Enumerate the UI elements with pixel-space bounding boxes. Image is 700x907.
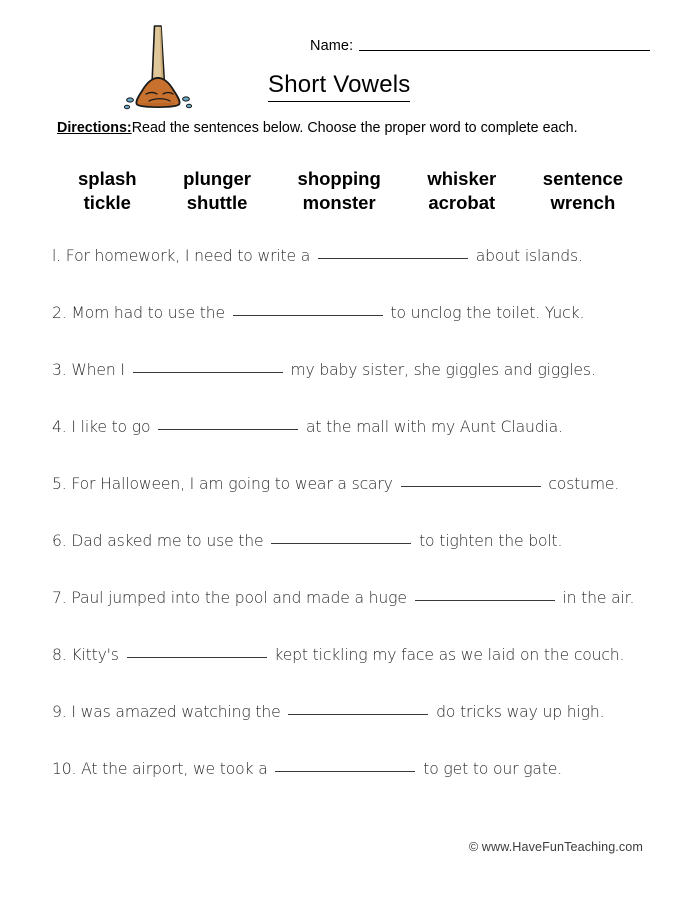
question-item: [52, 702, 652, 759]
answer-blank[interactable]: [233, 315, 383, 316]
question-item: [52, 531, 652, 588]
question-text-after: to get to our gate.: [418, 760, 563, 778]
question-number: l.: [52, 247, 61, 265]
directions-text: Read the sentences below. Choose the proper word to complete each.: [131, 120, 578, 136]
question-number: 8.: [52, 646, 67, 664]
question-text-after: in the air.: [557, 589, 635, 607]
answer-blank[interactable]: [318, 258, 468, 259]
question-item: [52, 246, 652, 303]
question-item: [52, 759, 652, 816]
word-bank-word[interactable]: shopping: [297, 168, 381, 189]
answer-blank[interactable]: [271, 543, 411, 544]
word-bank-column: [543, 167, 623, 214]
answer-blank[interactable]: [401, 486, 541, 487]
question-item: [52, 303, 652, 360]
answer-blank[interactable]: [158, 429, 298, 430]
question-text-after: about islands.: [470, 247, 583, 265]
name-field-row: [310, 38, 650, 54]
word-bank-word[interactable]: tickle: [83, 191, 131, 213]
question-text-before: When I: [66, 361, 130, 379]
question-number: 6.: [52, 532, 67, 550]
question-item: [52, 417, 652, 474]
question-number: 2.: [52, 304, 67, 322]
word-bank: [78, 167, 623, 214]
question-text-after: my baby sister, she giggles and giggles.: [285, 361, 596, 379]
word-bank-column: [78, 167, 137, 214]
question-text-before: For homework, I need to write a: [61, 247, 315, 265]
answer-blank[interactable]: [288, 714, 428, 715]
question-number: 10.: [52, 760, 77, 778]
question-text-after: costume.: [543, 475, 620, 493]
question-number: 3.: [52, 361, 67, 379]
word-bank-column: [183, 167, 251, 214]
question-list: [52, 246, 652, 816]
question-text-before: Mom had to use the: [66, 304, 230, 322]
question-text-before: I like to go: [66, 418, 156, 436]
answer-blank[interactable]: [133, 372, 283, 373]
name-label: Name:: [310, 38, 354, 54]
question-item: [52, 645, 652, 702]
question-text-after: to tighten the bolt.: [414, 532, 563, 550]
question-item: [52, 588, 652, 645]
directions: [57, 119, 578, 137]
question-number: 4.: [52, 418, 67, 436]
question-item: [52, 360, 652, 417]
answer-blank[interactable]: [127, 657, 267, 658]
word-bank-word[interactable]: plunger: [183, 168, 251, 189]
question-text-after: at the mall with my Aunt Claudia.: [301, 418, 563, 436]
word-bank-word[interactable]: splash: [78, 168, 137, 189]
question-text-after: do tricks way up high.: [431, 703, 605, 721]
word-bank-column: [427, 167, 496, 214]
word-bank-word[interactable]: acrobat: [428, 191, 496, 213]
question-text-before: Paul jumped into the pool and made a huge: [66, 589, 412, 607]
page-title: Short Vowels: [268, 70, 410, 102]
word-bank-word[interactable]: shuttle: [186, 191, 248, 213]
question-item: [52, 474, 652, 531]
name-input-line[interactable]: [359, 49, 650, 51]
question-text-before: For Halloween, I am going to wear a scary: [66, 475, 398, 493]
directions-label: Directions:: [57, 120, 132, 136]
question-text-after: to unclog the toilet. Yuck.: [385, 304, 585, 322]
question-text-after: kept tickling my face as we laid on the couch.: [269, 646, 625, 664]
question-text-before: I was amazed watching the: [66, 703, 286, 721]
word-bank-word[interactable]: wrench: [550, 191, 616, 213]
answer-blank[interactable]: [415, 600, 555, 601]
page-header: [0, 0, 700, 115]
question-number: 9.: [52, 703, 67, 721]
footer-copyright: © www.HaveFunTeaching.com: [468, 840, 643, 854]
question-number: 5.: [52, 475, 67, 493]
answer-blank[interactable]: [275, 771, 415, 772]
word-bank-column: [298, 167, 381, 214]
question-number: 7.: [52, 589, 67, 607]
plunger-illustration: [118, 24, 198, 114]
word-bank-word[interactable]: whisker: [427, 168, 497, 189]
word-bank-word[interactable]: sentence: [542, 168, 623, 189]
question-text-before: At the airport, we took a: [76, 760, 273, 778]
question-text-before: Kitty's: [66, 646, 124, 664]
question-text-before: Dad asked me to use the: [66, 532, 269, 550]
word-bank-word[interactable]: monster: [302, 191, 376, 213]
